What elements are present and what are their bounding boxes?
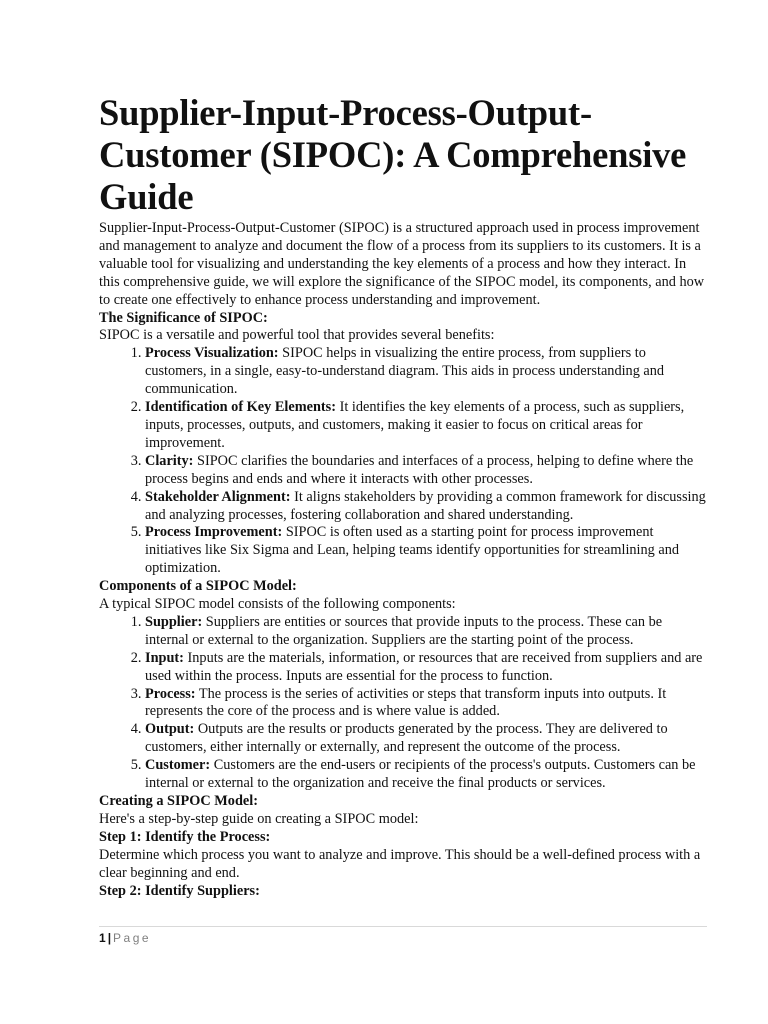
list-item-text: It aligns stakeholders by providing a common framework for discussing and analyzing processes, fostering collaboration and shared understanding.: [145, 488, 706, 523]
creating-lead: Here's a step-by-step guide on creating a SIPOC model:: [99, 810, 419, 827]
list-item-text: The process is the series of activities or steps that transform inputs into outputs. It represents the core of the process and is where value is added.: [145, 685, 667, 720]
list-item-term: Identification of Key Elements:: [145, 399, 336, 416]
list-item-term: Supplier:: [145, 613, 203, 630]
list-item: [145, 489, 707, 525]
list-item: [145, 721, 707, 757]
significance-list: [99, 345, 707, 578]
list-item-text: It identifies the key elements of a process, such as suppliers, inputs, processes, outputs, and customers, making it easier to focus on critical areas for improvement.: [145, 399, 685, 451]
significance-lead: SIPOC is a versatile and powerful tool that provides several benefits:: [99, 327, 495, 344]
footer-separator: |: [107, 931, 112, 945]
list-item-term: Process:: [145, 685, 196, 702]
list-item: [145, 757, 707, 793]
list-item: [145, 345, 707, 399]
list-item: [145, 650, 707, 686]
list-item-term: Clarity:: [145, 452, 194, 469]
intro-paragraph: Supplier-Input-Process-Output-Customer (SIPOC) is a structured approach used in process improvement and management to analyze and document the flow of a process from its suppliers to its customers. It is a valuable tool for visualizing and understanding the key elements of a process and how they interact. In this comprehensive guide, we will explore the significance of the SIPOC model, its components, and how to create one effectively to enhance process understanding and improvement.: [99, 220, 705, 308]
list-item-text: SIPOC clarifies the boundaries and interfaces of a process, helping to define where the process begins and ends and where it interacts with other processes.: [145, 452, 694, 487]
list-item-text: Suppliers are entities or sources that provide inputs to the process. These can be internal or external to the organization. Suppliers are the starting point of the process.: [145, 613, 663, 648]
components-lead: A typical SIPOC model consists of the following components:: [99, 596, 456, 613]
list-item: [145, 524, 707, 578]
list-item-term: Process Improvement:: [145, 524, 283, 541]
list-item: [145, 686, 707, 722]
list-item-text: SIPOC is often used as a starting point for process improvement initiatives like Six Sigma and Lean, helping teams identify opportunities for streamlining and optimization.: [145, 524, 680, 577]
components-list: [99, 614, 707, 793]
page-title: Supplier-Input-Process-Output-Customer (SIPOC): A Comprehensive Guide: [99, 92, 687, 217]
section-heading-significance: The Significance of SIPOC:: [99, 309, 268, 326]
step2-heading: Step 2: Identify Suppliers:: [99, 882, 260, 899]
list-item-term: Output:: [145, 721, 195, 738]
list-item: [145, 614, 707, 650]
list-item: [145, 453, 707, 489]
step1-heading: Step 1: Identify the Process:: [99, 828, 271, 845]
document-page: [99, 92, 707, 900]
list-item-term: Customer:: [145, 757, 211, 774]
list-item-term: Input:: [145, 649, 184, 666]
step1-text: Determine which process you want to analyze and improve. This should be a well-defined process with a clear beginning and end.: [99, 846, 701, 881]
section-heading-components: Components of a SIPOC Model:: [99, 578, 297, 595]
list-item-text: SIPOC helps in visualizing the entire process, from suppliers to customers, in a single, easy-to-understand diagram. This aids in process understanding and communication.: [145, 345, 665, 398]
list-item-term: Process Visualization:: [145, 345, 279, 362]
section-heading-creating: Creating a SIPOC Model:: [99, 793, 258, 809]
page-number: 1: [99, 931, 106, 945]
list-item-text: Inputs are the materials, information, or resources that are received from suppliers and are used within the process. Inputs are essential for the process to function.: [145, 649, 703, 684]
page-label: Page: [113, 931, 152, 945]
page-footer: [99, 926, 707, 945]
list-item-term: Stakeholder Alignment:: [145, 488, 291, 505]
list-item-text: Outputs are the results or products generated by the process. They are delivered to customers, either internally or externally, and represent the outcome of the process.: [145, 721, 668, 756]
list-item: [145, 399, 707, 453]
list-item-text: Customers are the end-users or recipients of the process's outputs. Customers can be internal or external to the organization and receive the final products or services.: [145, 757, 696, 792]
